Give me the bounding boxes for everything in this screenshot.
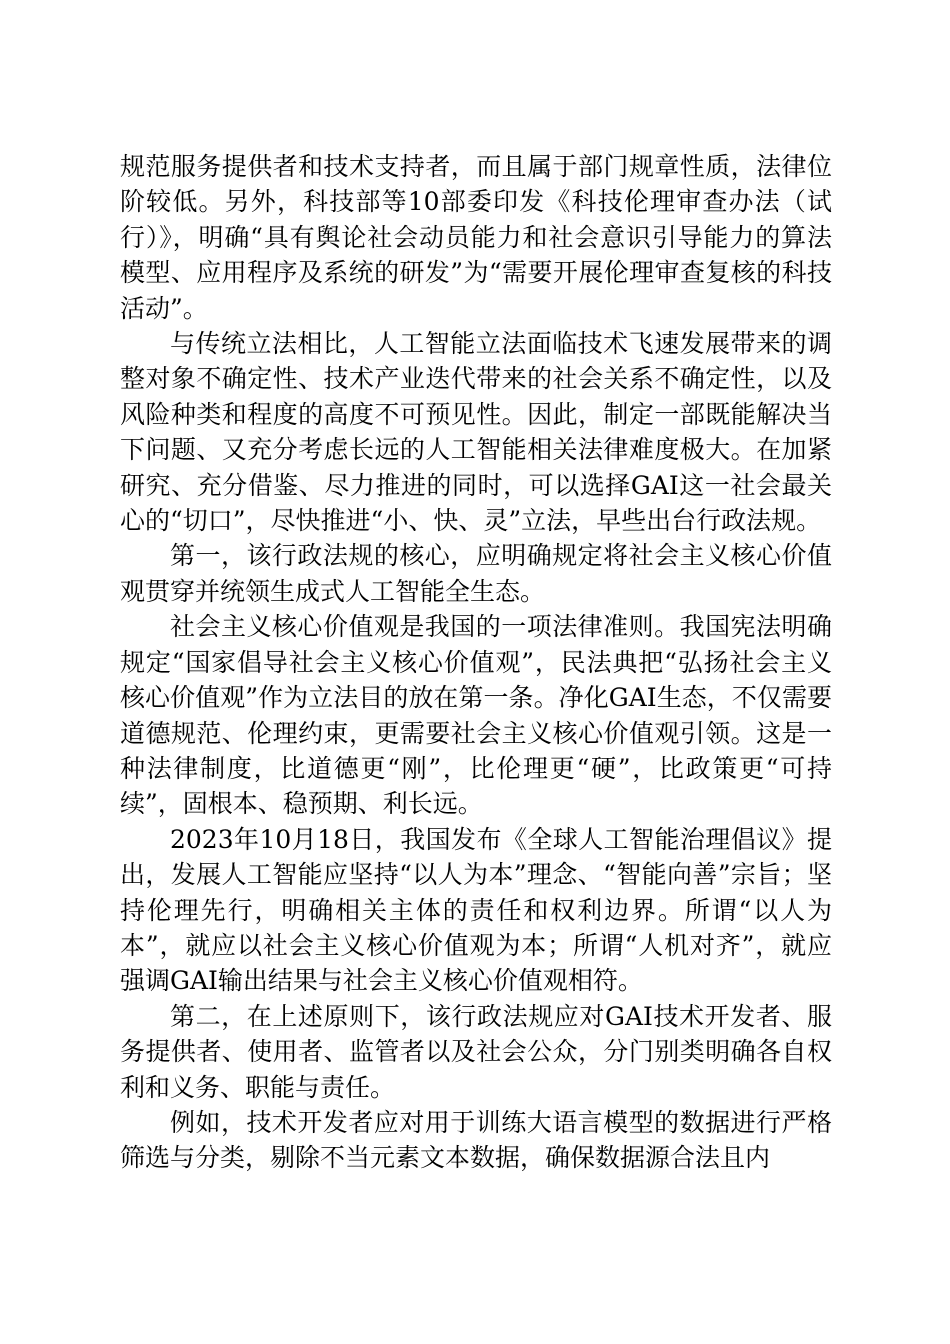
paragraph-1: 规范服务提供者和技术支持者，而且属于部门规章性质，法律位阶较低。另外，科技部等10部委印发《科技伦理审查办法（试行）》，明确“具有舆论社会动员能力和社会意识引导能力的算法模型、应用程序及系统的研发”为“需要开展伦理审查复核的科技活动”。 [120,152,832,323]
paragraph-6: 第二，在上述原则下，该行政法规应对GAI技术开发者、服务提供者、使用者、监管者以及社会公众，分门别类明确各自权利和义务、职能与责任。 [120,1001,832,1102]
paragraph-3: 第一，该行政法规的核心，应明确规定将社会主义核心价值观贯穿并统领生成式人工智能全生态。 [120,541,832,606]
paragraph-5: 2023年10月18日，我国发布《全球人工智能治理倡议》提出，发展人工智能应坚持“以人为本”理念、“智能向善”宗旨；坚持伦理先行，明确相关主体的责任和权利边界。所谓“以人为本”，就应以社会主义核心价值观为本；所谓“人机对齐”，就应强调GAI输出结果与社会主义核心价值观相符。 [120,824,832,996]
paragraph-7: 例如，技术开发者应对用于训练大语言模型的数据进行严格筛选与分类，剔除不当元素文本数据，确保数据源合法且内 [120,1107,832,1173]
document-body [120,149,832,1176]
paragraph-2: 与传统立法相比，人工智能立法面临技术飞速发展带来的调整对象不确定性、技术产业迭代带来的社会关系不确定性，以及风险种类和程度的高度不可预见性。因此，制定一部既能解决当下问题、又充分考虑长远的人工智能相关法律难度极大。在加紧研究、充分借鉴、尽力推进的同时，可以选择GAI这一社会最关心的“切口”，尽快推进“小、快、灵”立法，早些出台行政法规。 [120,329,832,536]
paragraph-4: 社会主义核心价值观是我国的一项法律准则。我国宪法明确规定“国家倡导社会主义核心价值观”，民法典把“弘扬社会主义核心价值观”作为立法目的放在第一条。净化GAI生态，不仅需要道德规范、伦理约束，更需要社会主义核心价值观引领。这是一种法律制度，比道德更“刚”，比伦理更“硬”，比政策更“可持续”，固根本、稳预期、利长远。 [120,612,832,819]
